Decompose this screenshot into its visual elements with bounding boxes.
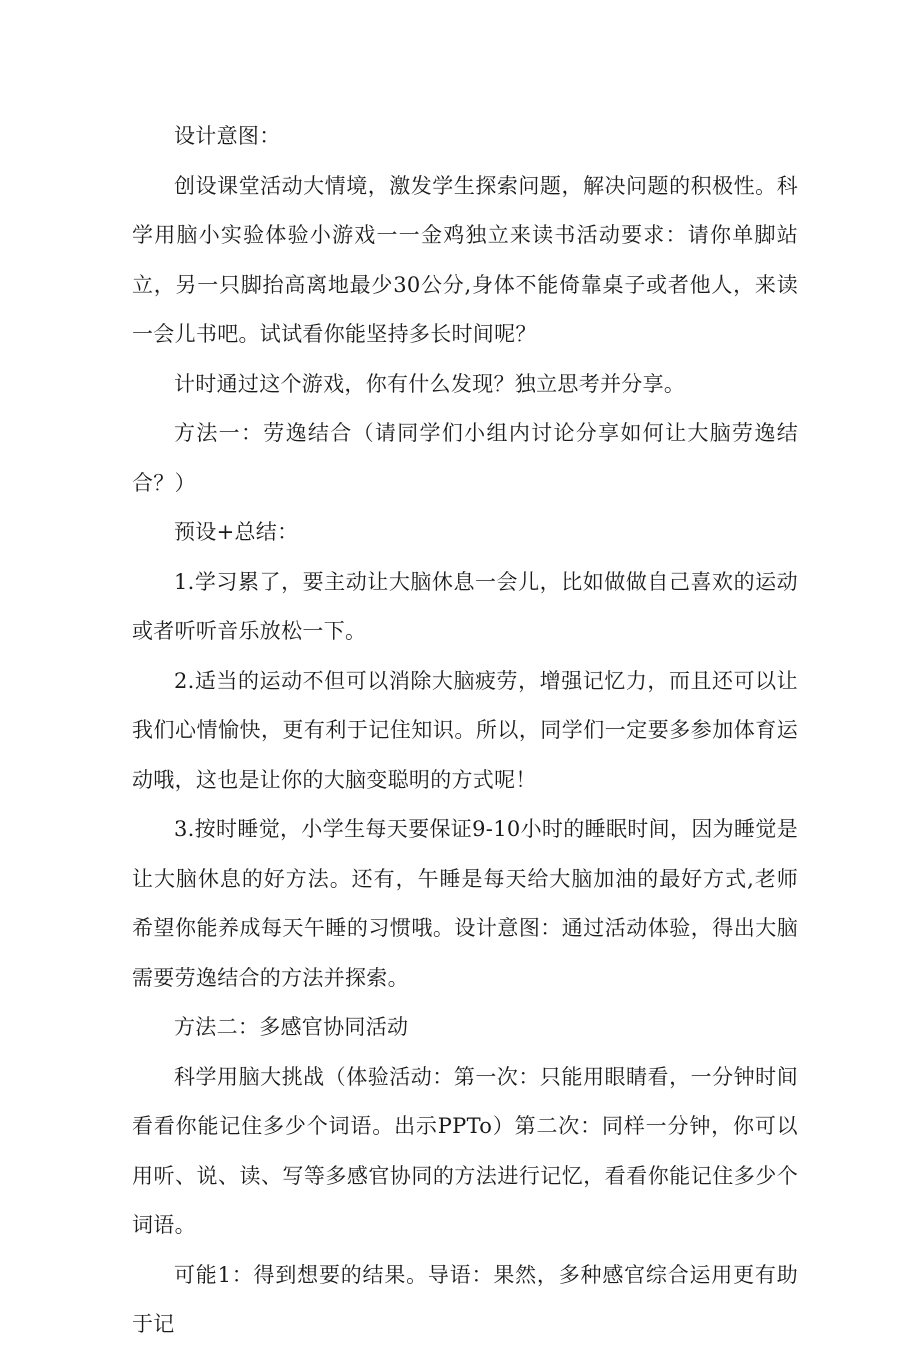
paragraph-preset-summary: 预设+总结： xyxy=(174,520,299,544)
paragraph-method-two: 方法二：多感官协同活动 xyxy=(174,1015,409,1039)
paragraph-point-three: 3.按时睡觉，小学生每天要保证9-10小时的睡眠时间，因为睡觉是让大脑休息的好方法。还有，午睡是每天给大脑加油的最好方式,老师希望你能养成每天午睡的习惯哦。设计意图：通过活动体验，得出大脑需要劳逸结合的方法并探索。 xyxy=(132,817,798,990)
document-body xyxy=(132,112,798,1350)
paragraph-activity-description: 创设课堂活动大情境，激发学生探索问题，解决问题的积极性。科学用脑小实验体验小游戏一一金鸡独立来读书活动要求：请你单脚站立，另一只脚抬高离地最少30公分,身体不能倚靠桌子或者他人，来读一会儿书吧。试试看你能坚持多长时间呢？ xyxy=(132,173,798,346)
paragraph-point-one: 1.学习累了，要主动让大脑休息一会儿，比如做做自己喜欢的运动或者听听音乐放松一下。 xyxy=(132,569,798,643)
paragraph-timing-question: 计时通过这个游戏，你有什么发现？独立思考并分享。 xyxy=(174,371,686,396)
paragraph-point-two: 2.适当的运动不但可以消除大脑疲劳，增强记忆力，而且还可以让我们心情愉快，更有利于记住知识。所以，同学们一定要多参加体育运动哦，这也是让你的大脑变聪明的方式呢！ xyxy=(132,668,798,792)
paragraph-method-one: 方法一：劳逸结合（请同学们小组内讨论分享如何让大脑劳逸结合？） xyxy=(132,421,798,495)
paragraph-brain-challenge: 科学用脑大挑战（体验活动：第一次：只能用眼睛看，一分钟时间看看你能记住多少个词语。出示PPTo）第二次：同样一分钟，你可以用听、说、读、写等多感官协同的方法进行记忆，看看你能记住多少个词语。 xyxy=(132,1064,798,1237)
paragraph-possibility-one: 可能1：得到想要的结果。导语：果然，多种感官综合运用更有助于记 xyxy=(132,1262,798,1336)
paragraph-design-intent-heading: 设计意图： xyxy=(174,124,281,148)
